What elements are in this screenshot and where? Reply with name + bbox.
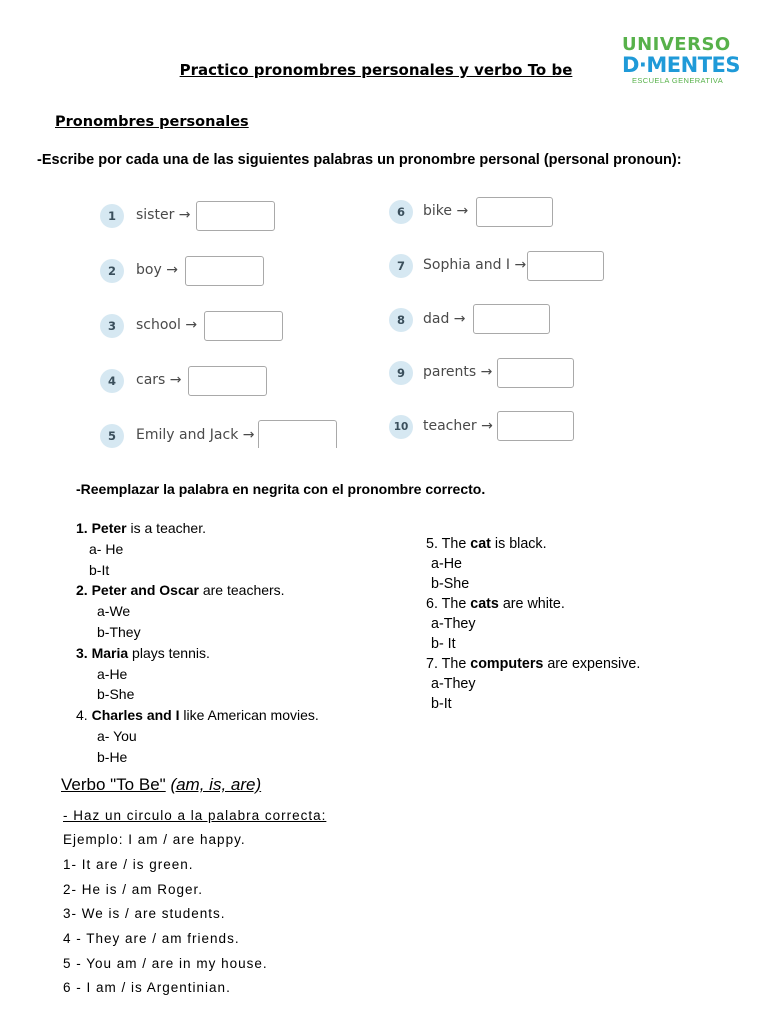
option[interactable]: b- It <box>431 636 456 652</box>
answer-box-6[interactable] <box>476 197 553 227</box>
answer-box-9[interactable] <box>497 358 574 388</box>
question-text: are teachers. <box>198 582 285 599</box>
item-number-badge: 5 <box>100 424 124 448</box>
answer-box-8[interactable] <box>473 304 550 334</box>
verb-heading-paren: (am, is, are) <box>170 775 262 794</box>
question-number: 4. <box>76 707 92 724</box>
question-4 <box>76 705 319 726</box>
question-number: 5. The <box>426 536 471 552</box>
item-word: Emily and Jack → <box>136 427 255 443</box>
item-word: sister → <box>136 207 191 223</box>
question-text: are expensive. <box>543 656 641 672</box>
option[interactable]: b-It <box>431 696 452 712</box>
tobe-exercise-line[interactable]: 1- It are / is green. <box>63 857 194 872</box>
bold-word: computers <box>470 656 544 672</box>
question-number: 6. The <box>426 596 471 612</box>
option[interactable]: b-She <box>431 576 470 592</box>
answer-box-10[interactable] <box>497 411 574 441</box>
logo-line-2: D·MENTES <box>622 53 741 77</box>
question-text: plays tennis. <box>128 644 210 661</box>
tobe-exercise-line[interactable]: 4 - They are / am friends. <box>63 931 240 946</box>
tobe-exercise-line[interactable]: 6 - I am / is Argentinian. <box>63 980 231 995</box>
item-number-badge: 3 <box>100 314 124 338</box>
item-number-badge: 7 <box>389 254 413 278</box>
item-word: teacher → <box>423 418 493 434</box>
item-word: cars → <box>136 372 182 388</box>
exercise1-instruction: -Escribe por cada una de las siguientes palabras un pronombre personal (personal pronoun): <box>37 152 682 168</box>
logo-line-1: UNIVERSO <box>622 34 731 55</box>
bold-word: Peter <box>91 520 127 536</box>
option[interactable]: a-He <box>97 665 128 682</box>
section-heading-pronombres: Pronombres personales <box>55 114 249 130</box>
answer-box-7[interactable] <box>527 251 604 281</box>
bold-word: Maria <box>91 644 129 661</box>
option[interactable]: b-She <box>97 686 135 703</box>
question-3 <box>76 643 319 664</box>
exercise2-instruction: -Reemplazar la palabra en negrita con el pronombre correcto. <box>76 481 486 497</box>
item-word: boy → <box>136 262 178 278</box>
tobe-exercise-line[interactable]: 5 - You am / are in my house. <box>63 956 268 971</box>
example-line: Ejemplo: I am / are happy. <box>63 832 246 847</box>
item-word: bike → <box>423 203 469 219</box>
option[interactable]: b-He <box>97 748 128 765</box>
question-text: are white. <box>498 596 565 612</box>
item-word: school → <box>136 317 198 333</box>
bold-word: cats <box>470 596 499 612</box>
item-word: parents → <box>423 364 493 380</box>
option[interactable]: a-He <box>431 556 462 572</box>
logo-line-3: ESCUELA GENERATIVA <box>632 76 724 85</box>
question-number: 1. <box>76 520 92 536</box>
tobe-exercise-line[interactable]: 2- He is / am Roger. <box>63 882 204 897</box>
question-6 <box>426 594 640 614</box>
bold-word: Charles and I <box>91 707 180 724</box>
option[interactable]: b-It <box>89 561 110 578</box>
option[interactable]: a-They <box>431 676 476 692</box>
question-number: 3. <box>76 644 92 661</box>
question-text: like American movies. <box>179 707 319 724</box>
option[interactable]: a- You <box>97 727 137 744</box>
tobe-exercise-line[interactable]: 3- We is / are students. <box>63 906 226 921</box>
item-number-badge: 9 <box>389 361 413 385</box>
item-number-badge: 8 <box>389 308 413 332</box>
item-number-badge: 10 <box>389 415 413 439</box>
bold-word: cat <box>470 536 491 552</box>
questions-left-column <box>76 518 319 768</box>
question-number: 2. <box>76 582 92 599</box>
bold-word: Peter and Oscar <box>91 582 199 599</box>
answer-box-5[interactable] <box>258 420 337 448</box>
question-number: 7. The <box>426 656 471 672</box>
answer-box-3[interactable] <box>204 311 283 341</box>
page-title: Practico pronombres personales y verbo To be <box>179 61 573 79</box>
question-7 <box>426 654 640 674</box>
question-2 <box>76 580 319 601</box>
answer-box-1[interactable] <box>196 201 275 231</box>
answer-box-4[interactable] <box>188 366 267 396</box>
question-text: is black. <box>490 536 547 552</box>
item-word: dad → <box>423 311 466 327</box>
item-number-badge: 1 <box>100 204 124 228</box>
item-number-badge: 6 <box>389 200 413 224</box>
option[interactable]: a-They <box>431 616 476 632</box>
item-number-badge: 4 <box>100 369 124 393</box>
universo-dmentes-logo <box>622 36 746 88</box>
questions-right-column <box>426 534 640 714</box>
section-heading-verbo-to-be <box>61 775 261 795</box>
option[interactable]: b-They <box>97 623 141 640</box>
item-number-badge: 2 <box>100 259 124 283</box>
question-text: is a teacher. <box>126 520 206 536</box>
exercise3-instruction: - Haz un circulo a la palabra correcta: <box>63 808 327 823</box>
question-1 <box>76 518 319 539</box>
option[interactable]: a-We <box>97 603 131 620</box>
answer-box-2[interactable] <box>185 256 264 286</box>
question-5 <box>426 534 640 554</box>
option[interactable]: a- He <box>89 540 124 557</box>
item-word: Sophia and I → <box>423 257 527 273</box>
verb-heading-text: Verbo "To Be" <box>61 775 166 794</box>
